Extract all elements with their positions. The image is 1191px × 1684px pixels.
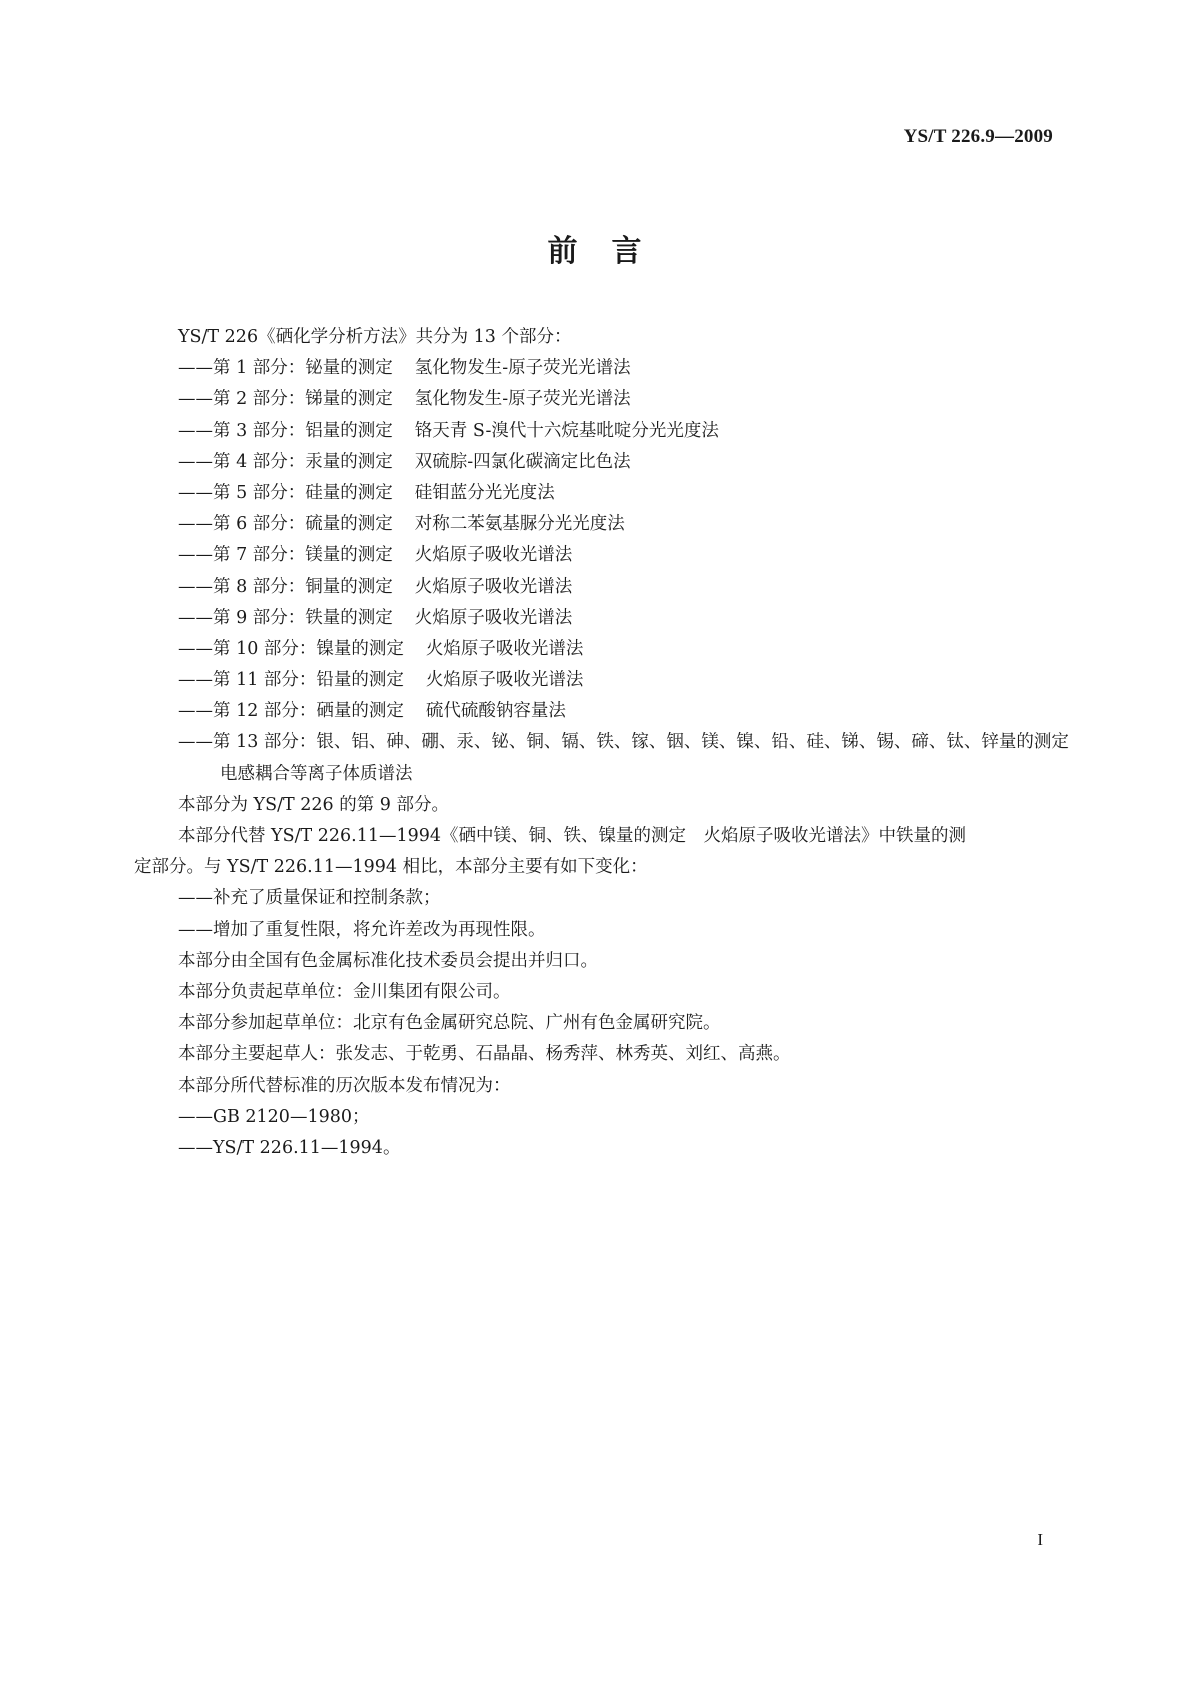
- dash: ——: [178, 701, 213, 722]
- history-item: ——YS/T 226.11—1994。: [178, 1137, 401, 1158]
- part-element: 硫量的测定: [305, 514, 393, 535]
- part-item: [134, 509, 1064, 540]
- part-element: 镍量的测定: [316, 638, 404, 659]
- part-element: 镁量的测定: [305, 545, 393, 566]
- part-method: 火焰原子吸收光谱法: [414, 545, 573, 566]
- part-method: 硅钼蓝分光光度法: [414, 482, 555, 503]
- dash: ——: [178, 389, 213, 410]
- part-label: 第 4 部分：: [213, 451, 306, 472]
- participating-units-statement: 本部分参加起草单位：北京有色金属研究总院、广州有色金属研究院。: [178, 1013, 721, 1034]
- part-method: 双硫腙-四氯化碳滴定比色法: [414, 451, 631, 472]
- part-label: 第 6 部分：: [213, 514, 306, 535]
- dash: ——: [178, 607, 213, 628]
- part-element: 铋量的测定: [305, 358, 393, 379]
- part-method: 电感耦合等离子体质谱法: [220, 763, 413, 784]
- part-item-continuation: [134, 759, 1064, 790]
- part-method: 火焰原子吸收光谱法: [425, 638, 584, 659]
- part-element: 汞量的测定: [305, 451, 393, 472]
- part-label: 第 3 部分：: [213, 420, 306, 441]
- part-element: 铝量的测定: [305, 420, 393, 441]
- part-item: [134, 696, 1064, 727]
- dash: ——: [178, 576, 213, 597]
- part-statement: 本部分为 YS/T 226 的第 9 部分。: [178, 794, 449, 815]
- drafting-unit-statement: 本部分负责起草单位：金川集团有限公司。: [178, 981, 511, 1002]
- dash: ——: [178, 732, 213, 753]
- part-label: 第 13 部分：: [213, 732, 317, 753]
- dash: ——: [178, 420, 213, 441]
- dash: ——: [178, 358, 213, 379]
- part-item: [134, 447, 1064, 478]
- dash: ——: [178, 545, 213, 566]
- dash: ——: [178, 638, 213, 659]
- foreword-body: [134, 322, 1069, 1164]
- part-element: 硅量的测定: [305, 482, 393, 503]
- part-item: [134, 603, 1064, 634]
- part-method: 硫代硫酸钠容量法: [425, 701, 566, 722]
- replacement-line-2: 定部分。与 YS/T 226.11—1994 相比，本部分主要有如下变化：: [134, 857, 648, 878]
- dash: ——: [178, 514, 213, 535]
- part-method: 对称二苯氨基脲分光光度法: [414, 514, 625, 535]
- part-method: 氢化物发生-原子荧光光谱法: [414, 389, 631, 410]
- part-element: 铅量的测定: [316, 670, 404, 691]
- part-item: [134, 478, 1064, 509]
- dash: ——: [178, 451, 213, 472]
- part-element: 铁量的测定: [305, 607, 393, 628]
- part-method: 火焰原子吸收光谱法: [425, 670, 584, 691]
- change-item: ——增加了重复性限，将允许差改为再现性限。: [178, 919, 546, 940]
- part-item: [134, 384, 1064, 415]
- part-label: 第 12 部分：: [213, 701, 317, 722]
- part-label: 第 8 部分：: [213, 576, 306, 597]
- part-item: [134, 572, 1064, 603]
- part-item: [134, 665, 1064, 696]
- history-item: ——GB 2120—1980；: [178, 1106, 370, 1127]
- change-item: ——补充了质量保证和控制条款；: [178, 888, 441, 909]
- part-element: 硒量的测定: [316, 701, 404, 722]
- dash: ——: [178, 482, 213, 503]
- parts-list: [134, 353, 1069, 790]
- part-label: 第 2 部分：: [213, 389, 306, 410]
- replacement-line-1: 本部分代替 YS/T 226.11—1994《硒中镁、铜、铁、镍量的测定 火焰原子吸收光谱法》中铁量的测: [178, 826, 967, 846]
- part-item: [134, 727, 1069, 758]
- part-method: 氢化物发生-原子荧光光谱法: [414, 358, 631, 379]
- part-item: [134, 416, 1064, 447]
- part-label: 第 5 部分：: [213, 482, 306, 503]
- standard-code: YS/T 226.9—2009: [903, 126, 1053, 147]
- part-element: 银、铝、砷、硼、汞、铋、铜、镉、铁、镓、铟、镁、镍、铅、硅、锑、锡、碲、钛、锌量的测定: [316, 732, 1069, 753]
- part-method: 火焰原子吸收光谱法: [414, 607, 573, 628]
- part-item: [134, 540, 1064, 571]
- part-method: 火焰原子吸收光谱法: [414, 576, 573, 597]
- part-label: 第 9 部分：: [213, 607, 306, 628]
- drafters-statement: 本部分主要起草人：张发志、于乾勇、石晶晶、杨秀萍、林秀英、刘红、高燕。: [178, 1044, 791, 1065]
- page-title: 前 言: [547, 234, 644, 269]
- dash: ——: [178, 670, 213, 691]
- part-label: 第 1 部分：: [213, 358, 306, 379]
- part-label: 第 11 部分：: [213, 670, 317, 691]
- page-number: I: [1037, 1530, 1043, 1549]
- part-label: 第 10 部分：: [213, 638, 317, 659]
- history-statement: 本部分所代替标准的历次版本发布情况为：: [178, 1075, 511, 1096]
- part-item: [134, 353, 1064, 384]
- part-label: 第 7 部分：: [213, 545, 306, 566]
- part-item: [134, 634, 1064, 665]
- part-method: 铬天青 S-溴代十六烷基吡啶分光光度法: [414, 420, 719, 441]
- intro-line: YS/T 226《硒化学分析方法》共分为 13 个部分：: [178, 327, 572, 347]
- part-element: 铜量的测定: [305, 576, 393, 597]
- part-element: 锑量的测定: [305, 389, 393, 410]
- proposer-statement: 本部分由全国有色金属标准化技术委员会提出并归口。: [178, 950, 598, 971]
